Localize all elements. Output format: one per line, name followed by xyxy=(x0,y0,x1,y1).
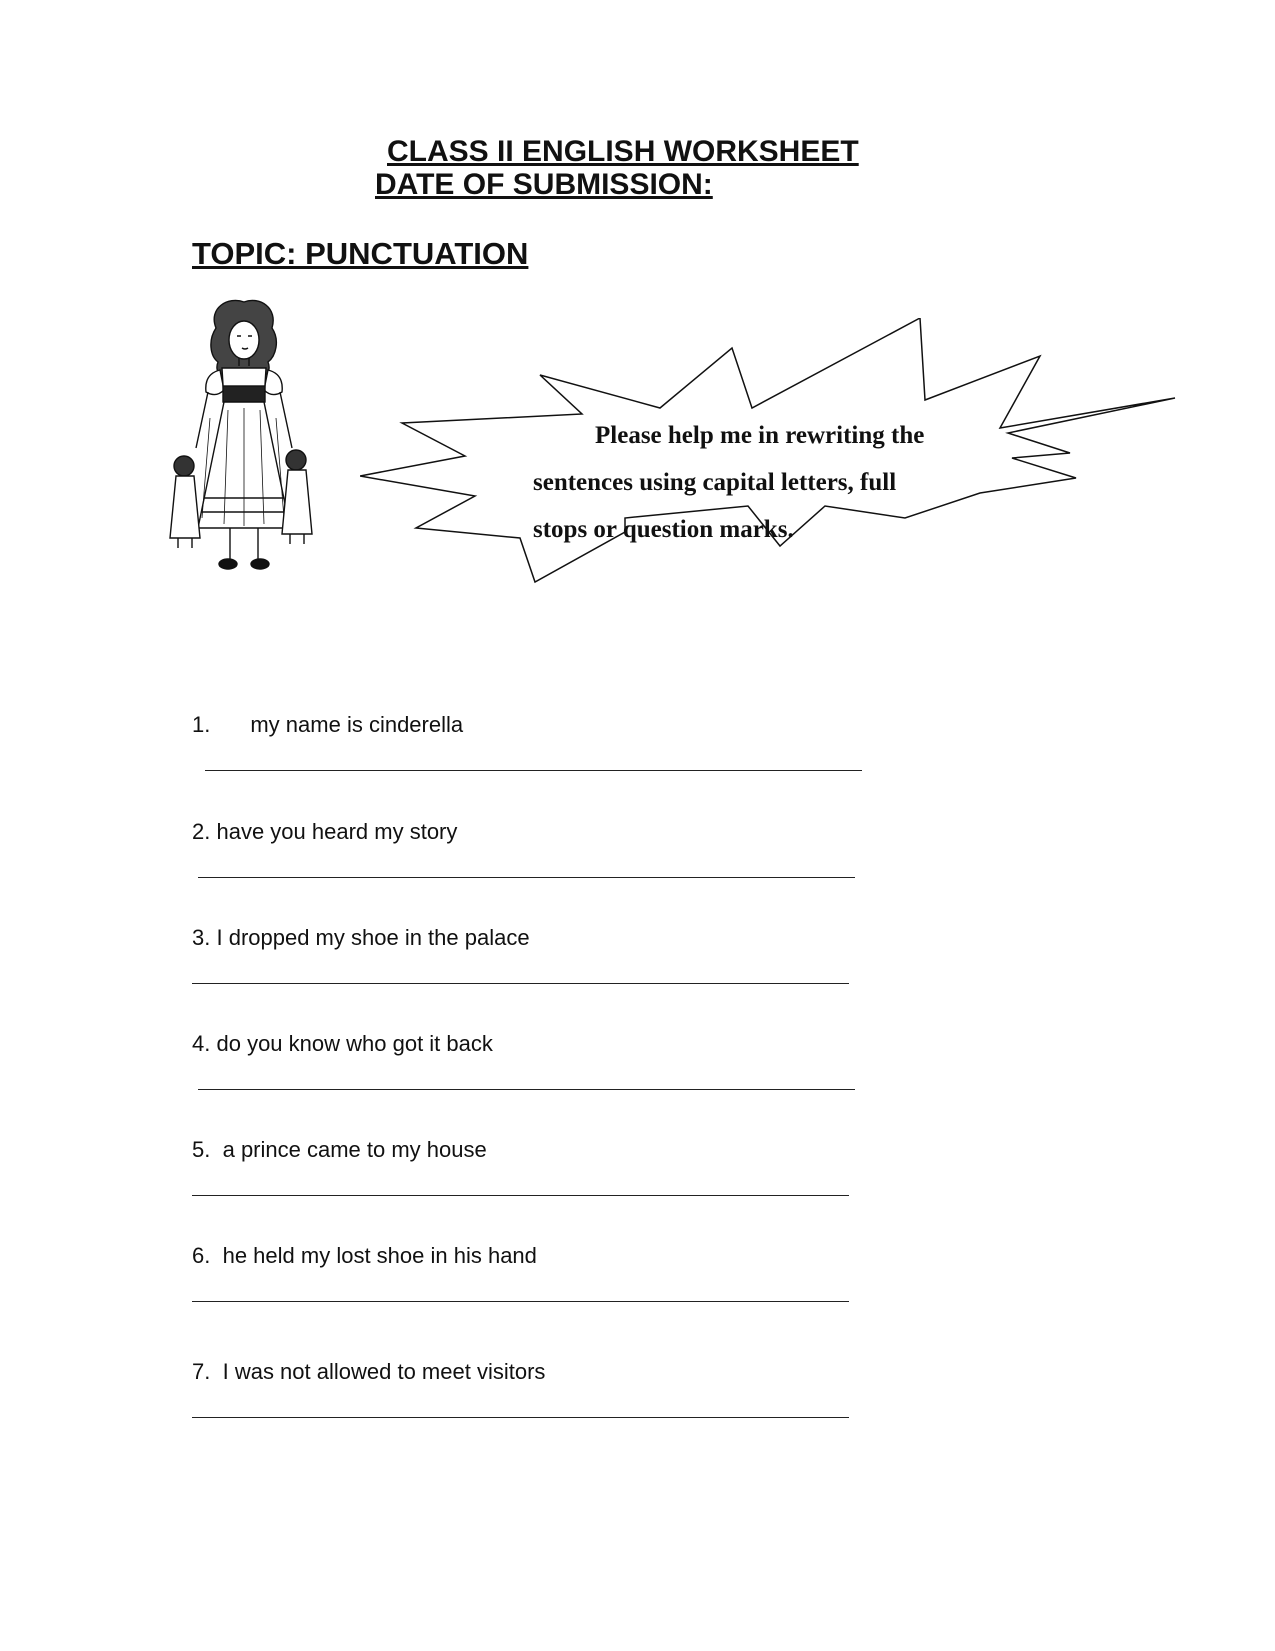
speech-bubble-line-2: sentences using capital letters, full xyxy=(533,469,897,496)
question-3 xyxy=(192,925,530,951)
date-blank[interactable] xyxy=(713,169,843,201)
question-text: my name is cinderella xyxy=(250,712,464,737)
question-text: have you heard my story xyxy=(216,819,458,844)
question-number: 2. xyxy=(192,819,211,844)
answer-line-5[interactable] xyxy=(192,1195,849,1196)
question-number: 6. xyxy=(192,1243,211,1268)
date-of-submission xyxy=(375,169,843,201)
question-5 xyxy=(192,1137,487,1163)
answer-line-4[interactable] xyxy=(198,1089,855,1090)
question-7 xyxy=(192,1359,545,1385)
answer-line-3[interactable] xyxy=(192,983,849,984)
question-2 xyxy=(192,819,457,845)
worksheet-title: CLASS II ENGLISH WORKSHEET xyxy=(387,135,859,168)
answer-line-7[interactable] xyxy=(192,1417,849,1418)
speech-bubble-line-3: stops or question marks. xyxy=(533,516,794,543)
date-of-submission-label: DATE OF SUBMISSION: xyxy=(375,168,713,201)
answer-line-2[interactable] xyxy=(198,877,855,878)
girl-illustration xyxy=(168,298,318,588)
speech-bubble-line-1: Please help me in rewriting the xyxy=(595,422,925,449)
question-1 xyxy=(192,712,463,738)
question-text: he held my lost shoe in his hand xyxy=(222,1243,537,1268)
question-text: I was not allowed to meet visitors xyxy=(222,1359,546,1384)
question-number: 4. xyxy=(192,1031,211,1056)
speech-bubble xyxy=(533,412,924,553)
question-text: do you know who got it back xyxy=(216,1031,493,1056)
question-number: 7. xyxy=(192,1359,211,1384)
question-number: 3. xyxy=(192,925,211,950)
question-number: 1. xyxy=(192,712,211,737)
topic-heading: TOPIC: PUNCTUATION xyxy=(192,236,529,271)
question-4 xyxy=(192,1031,493,1057)
question-text: a prince came to my house xyxy=(222,1137,487,1162)
answer-line-6[interactable] xyxy=(192,1301,849,1302)
question-number: 5. xyxy=(192,1137,211,1162)
question-text: I dropped my shoe in the palace xyxy=(216,925,530,950)
question-6 xyxy=(192,1243,537,1269)
answer-line-1[interactable] xyxy=(205,770,862,771)
